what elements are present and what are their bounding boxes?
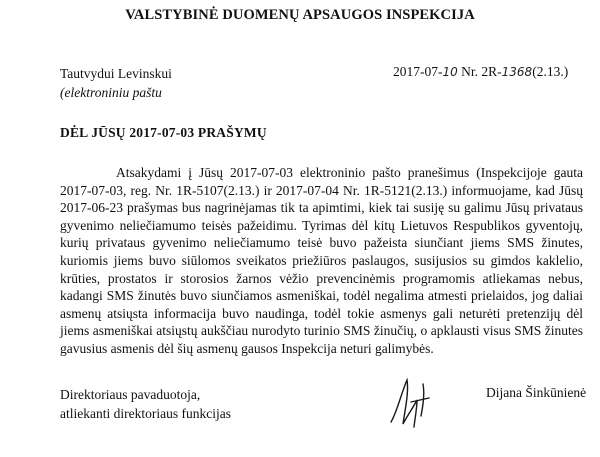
reference-number-suffix: (2.13.) [532, 64, 569, 79]
date-prefix: 2017-07- [393, 64, 443, 79]
position-line-2: atliekanti direktoriaus funkcijas [60, 406, 231, 421]
position-line-1: Direktoriaus pavaduotoja, [60, 387, 201, 402]
recipient-name: Tautvydui Levinskui [60, 66, 172, 81]
recipient-block [60, 64, 172, 102]
signatory-position [60, 385, 231, 423]
handwritten-reference-number: 1368 [501, 65, 533, 79]
recipient-delivery-method: (elektroniniu paštu [60, 85, 162, 100]
reference-number-prefix: Nr. 2R- [461, 64, 502, 79]
document-reference [393, 64, 568, 80]
handwritten-signature [383, 372, 443, 437]
signature-drawing [383, 372, 443, 432]
handwritten-date-day: 10 [442, 65, 458, 79]
institution-title: VALSTYBINĖ DUOMENŲ APSAUGOS INSPEKCIJA [125, 7, 475, 23]
letter-subject: DĖL JŪSŲ 2017-07-03 PRAŠYMŲ [60, 125, 267, 140]
letter-body: Atsakydami į Jūsų 2017-07-03 elektroninio pašto pranešimus (Inspekcijoje gauta 2017-07-03, reg. Nr. 1R-5107(2.13.) ir 2017-07-04 Nr. 1R-5121(2.13.) informuojame, kad Jūsų 2017-06-23 prašymas bus nagrinėjamas tik ta apimtimi, kiek tai susiję su galimu Jūsų privataus gyvenimo neliečiamumo teisės pažeidimu. Tyrimas dėl kitų Lietuvos Respublikos gyventojų, kurių privataus gyvenimo neliečiamumo teisė buvo pažeista siunčiant jiems SMS žinutes, kuriomis jiems buvo siūlomos sveikatos priežiūros paslaugos, susijusios su gimdos kaklelio, krūties, prostatos ir storosios žarnos vėžio prevencinėmis programomis atliekamas nebus, kadangi SMS žinutės buvo siunčiamos asmeniškai, todėl negalima atmesti prielaidos, jog daliai asmenų atsiųsta informacija buvo naudinga, todėl tokie asmenys gali neturėti pretenzijų dėl jiems asmeniškai atsiųstų aukščiau nurodyto turinio SMS žinučių, o apklausti visus SMS žinutes gavusius asmenis dėl šių asmenų gausos Inspekcija neturi galimybės. [60, 165, 583, 356]
signer-name: Dijana Šinkūnienė [486, 385, 587, 400]
